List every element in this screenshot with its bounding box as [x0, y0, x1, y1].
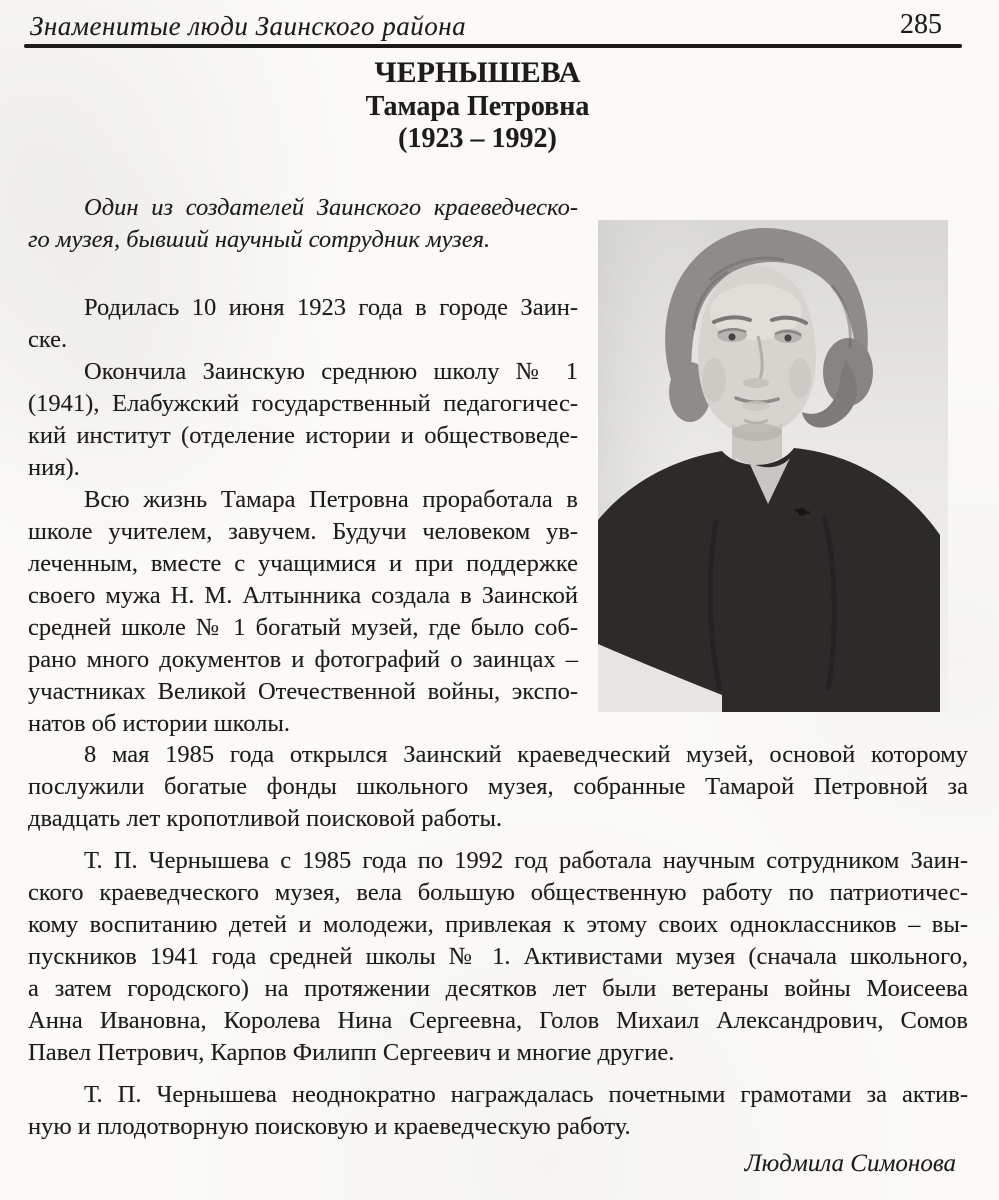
text-line: ния). — [28, 454, 80, 481]
text-line: Т. П. Чернышева неоднократно награждалась почетными грамотами за актив- — [84, 1081, 968, 1108]
text-line: кий институт (отделение истории и обществоведе- — [28, 422, 578, 449]
title-years: (1923 – 1992) — [398, 123, 557, 154]
title-surname: ЧЕРНЫШЕВА — [374, 56, 581, 89]
text-line: участниках Великой Отечественной войны, экспо- — [28, 678, 578, 705]
author-signature: Людмила Симонова — [744, 1150, 956, 1177]
text-line: Родилась 10 июня 1923 года в городе Заин- — [84, 294, 578, 321]
paragraph — [28, 292, 578, 356]
running-title: Знаменитые люди Заинского района — [30, 11, 467, 41]
title-name: Тамара Петровна — [365, 91, 590, 122]
text-line: Т. П. Чернышева с 1985 года по 1992 год работала научным сотрудником Заин- — [84, 847, 968, 874]
header-rule — [24, 44, 962, 48]
portrait-photo — [598, 220, 948, 712]
text-line: средней школе № 1 богатый музей, где было соб- — [28, 614, 578, 641]
full-width-text — [28, 739, 968, 1180]
text-line: пускников 1941 года средней школы № 1. Активистами музея (сначала школьного, — [28, 943, 968, 970]
text-line: своего мужа Н. М. Алтынника создала в Заинской — [28, 582, 578, 609]
text-line: Всю жизнь Тамара Петровна проработала в — [84, 486, 578, 513]
text-line: натов об истории школы. — [28, 710, 290, 737]
text-line: двадцать лет кропотливой поисковой работы. — [28, 805, 503, 832]
text-line: кому воспитанию детей и молодежи, привлекая к этому своих одноклассников – вы- — [28, 911, 968, 938]
text-line: го музея, бывший научный сотрудник музея. — [28, 226, 491, 253]
text-line: леченным, вместе с учащимися и при поддержке — [28, 550, 578, 577]
paragraph — [28, 484, 578, 740]
text-line: 8 мая 1985 года открылся Заинский краеведческий музей, основой которому — [84, 741, 968, 768]
text-line: (1941), Елабужский государственный педагогичес- — [28, 390, 578, 417]
text-line: Окончила Заинскую среднюю школу № 1 — [84, 358, 578, 385]
text-line: ского краеведческого музея, вела большую общественную работу по патриотичес- — [28, 879, 968, 906]
text-line: Один из создателей Заинского краеведческо- — [84, 194, 578, 221]
text-line: Павел Петрович, Карпов Филипп Сергеевич и многие другие. — [28, 1039, 675, 1066]
paragraph — [28, 1079, 968, 1143]
text-line: Анна Ивановна, Королева Нина Сергеевна, Голов Михаил Александрович, Сомов — [28, 1007, 968, 1034]
paragraph — [28, 845, 968, 1069]
article-title — [0, 57, 955, 154]
paragraph — [28, 356, 578, 484]
text-line: ске. — [28, 326, 68, 353]
page-number: 285 — [900, 9, 942, 40]
portrait-illustration — [598, 220, 948, 712]
text-line: рано много документов и фотографий о заинцах – — [28, 646, 578, 673]
lead-paragraph — [28, 192, 578, 256]
left-text-column — [28, 192, 578, 740]
text-line: послужили богатые фонды школьного музея, собранные Тамарой Петровной за — [28, 773, 968, 800]
text-line: школе учителем, завучем. Будучи человеком ув- — [28, 518, 578, 545]
paragraph — [28, 739, 968, 835]
text-line: а затем городского) на протяжении десятков лет были ветераны войны Моисеева — [28, 975, 968, 1002]
text-line: ную и плодотворную поисковую и краеведческую работу. — [28, 1113, 631, 1140]
